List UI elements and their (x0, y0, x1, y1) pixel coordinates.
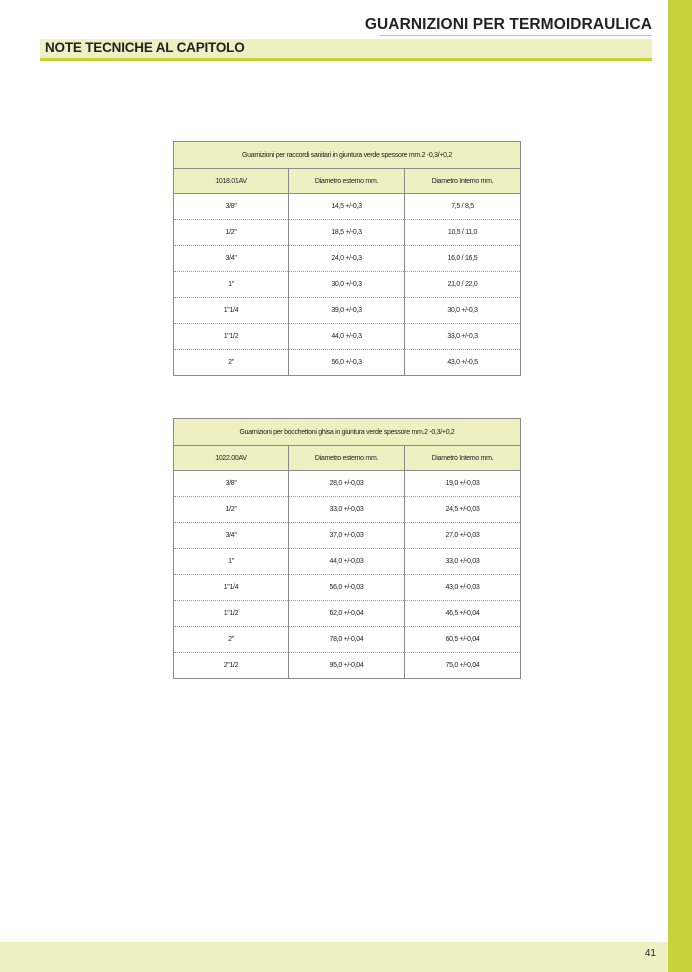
table-row (174, 601, 521, 627)
table-caption: Guarnizioni per raccordi sanitari in giuntura verde spessore mm.2 -0,3/+0,2 (174, 142, 521, 169)
table-row (174, 350, 521, 376)
table-row (174, 246, 521, 272)
column-header-outer-diameter: Diametro esterno mm. (289, 169, 405, 194)
cell-inner-diameter: 33,0 +/-0,03 (405, 549, 521, 575)
cell-size: 1" (174, 272, 289, 298)
column-header-code: 1018.01AV (174, 169, 289, 194)
cell-inner-diameter: 16,0 / 16,5 (405, 246, 521, 272)
cell-size: 1"1/2 (174, 601, 289, 627)
column-header-code: 1022.00AV (174, 446, 289, 471)
table-row (174, 272, 521, 298)
cell-inner-diameter: 43,0 +/-0,5 (405, 350, 521, 376)
page-title: GUARNIZIONI PER TERMOIDRAULICA (364, 16, 652, 33)
footer-band (0, 942, 668, 972)
cell-outer-diameter: 30,0 +/-0,3 (289, 272, 405, 298)
cell-outer-diameter: 39,0 +/-0,3 (289, 298, 405, 324)
cell-size: 1/2" (174, 497, 289, 523)
cell-inner-diameter: 33,0 +/-0,3 (405, 324, 521, 350)
table-row (174, 298, 521, 324)
cell-inner-diameter: 43,0 +/-0,03 (405, 575, 521, 601)
cell-inner-diameter: 60,5 +/-0,04 (405, 627, 521, 653)
cell-outer-diameter: 44,0 +/-0,3 (289, 324, 405, 350)
cell-inner-diameter: 30,0 +/-0,3 (405, 298, 521, 324)
cell-outer-diameter: 24,0 +/-0,3 (289, 246, 405, 272)
table-row (174, 220, 521, 246)
table-row (174, 627, 521, 653)
cell-size: 1"1/4 (174, 298, 289, 324)
cell-outer-diameter: 78,0 +/-0,04 (289, 627, 405, 653)
cell-size: 3/4" (174, 246, 289, 272)
spec-table-bocchettoni-ghisa (173, 418, 521, 679)
cell-size: 1"1/4 (174, 575, 289, 601)
cell-outer-diameter: 56,0 +/-0,3 (289, 350, 405, 376)
cell-outer-diameter: 62,0 +/-0,04 (289, 601, 405, 627)
column-header-inner-diameter: Diametro Interno mm. (405, 446, 521, 471)
table-caption-row (174, 419, 521, 446)
table-row (174, 497, 521, 523)
table-caption-row (174, 142, 521, 169)
table-header-row (174, 169, 521, 194)
table-row (174, 523, 521, 549)
cell-size: 2" (174, 627, 289, 653)
cell-outer-diameter: 18,5 +/-0,3 (289, 220, 405, 246)
table-row (174, 653, 521, 679)
cell-outer-diameter: 95,0 +/-0,04 (289, 653, 405, 679)
cell-outer-diameter: 33,0 +/-0,03 (289, 497, 405, 523)
section-title: NOTE TECNICHE AL CAPITOLO (45, 40, 245, 55)
cell-size: 2" (174, 350, 289, 376)
cell-outer-diameter: 14,5 +/-0,3 (289, 194, 405, 220)
column-header-inner-diameter: Diametro Interno mm. (405, 169, 521, 194)
column-header-outer-diameter: Diametro esterno mm. (289, 446, 405, 471)
cell-size: 3/8" (174, 194, 289, 220)
cell-outer-diameter: 44,0 +/-0,03 (289, 549, 405, 575)
cell-inner-diameter: 21,0 / 22,0 (405, 272, 521, 298)
cell-inner-diameter: 27,0 +/-0,03 (405, 523, 521, 549)
table-caption: Guarnizioni per bocchettoni ghisa in giuntura verde spessore mm.2 -0,3/+0,2 (174, 419, 521, 446)
table-row (174, 324, 521, 350)
spec-table-raccordi-sanitari (173, 141, 521, 376)
cell-inner-diameter: 10,5 / 11,0 (405, 220, 521, 246)
cell-size: 2"1/2 (174, 653, 289, 679)
cell-outer-diameter: 56,0 +/-0,03 (289, 575, 405, 601)
table-row (174, 575, 521, 601)
cell-size: 3/4" (174, 523, 289, 549)
cell-outer-diameter: 37,0 +/-0,03 (289, 523, 405, 549)
cell-size: 1"1/2 (174, 324, 289, 350)
cell-inner-diameter: 7,5 / 8,5 (405, 194, 521, 220)
table-row (174, 549, 521, 575)
section-header (40, 39, 652, 61)
cell-inner-diameter: 75,0 +/-0,04 (405, 653, 521, 679)
cell-outer-diameter: 28,0 +/-0,03 (289, 471, 405, 497)
cell-inner-diameter: 19,0 +/-0,03 (405, 471, 521, 497)
cell-inner-diameter: 46,5 +/-0,04 (405, 601, 521, 627)
side-accent-bar (668, 0, 692, 972)
cell-size: 3/8" (174, 471, 289, 497)
table-header-row (174, 446, 521, 471)
title-underline (380, 35, 652, 36)
cell-inner-diameter: 24,5 +/-0,03 (405, 497, 521, 523)
table-row (174, 194, 521, 220)
cell-size: 1/2" (174, 220, 289, 246)
page-number: 41 (644, 948, 656, 959)
cell-size: 1" (174, 549, 289, 575)
table-row (174, 471, 521, 497)
